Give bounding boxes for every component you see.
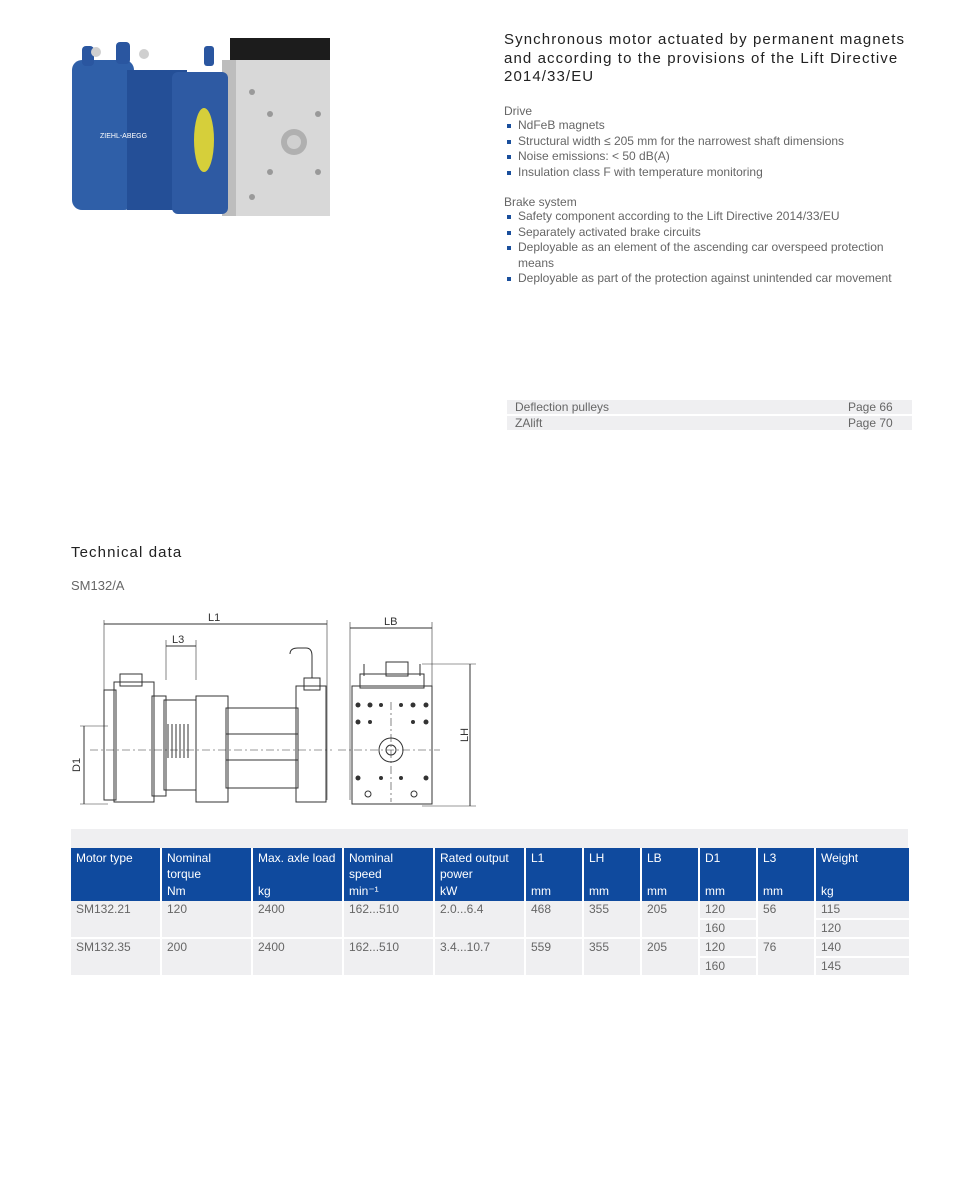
unit-cell: Nm	[162, 882, 253, 901]
unit-cell: kW	[435, 882, 526, 901]
cell-d1: 120	[700, 939, 758, 958]
dimension-drawing	[68, 610, 480, 810]
reference-page: Page 66	[848, 400, 893, 414]
cell-d1: 160	[700, 920, 758, 939]
reference-label: Deflection pulleys	[515, 400, 610, 414]
table-header-band	[71, 829, 908, 848]
table-row	[71, 901, 909, 920]
column-header: Motor type	[71, 848, 162, 882]
technical-data-table	[71, 848, 909, 977]
cell-d1: 120	[700, 901, 758, 920]
label-lb: LB	[384, 616, 398, 628]
cell-weight: 115	[816, 901, 909, 920]
cell-torque: 200	[162, 939, 253, 977]
cell-lh: 355	[584, 939, 642, 977]
label-l3: L3	[172, 634, 185, 646]
unit-cell: min⁻¹	[344, 882, 435, 901]
brake-item: Separately activated brake circuits	[504, 225, 904, 241]
column-header: Max. axle load	[253, 848, 344, 882]
unit-cell: kg	[816, 882, 909, 901]
brake-item: Safety component according to the Lift Directive 2014/33/EU	[504, 209, 904, 225]
drive-item: NdFeB magnets	[504, 118, 904, 134]
unit-cell: kg	[253, 882, 344, 901]
cell-torque: 120	[162, 901, 253, 939]
unit-cell: mm	[584, 882, 642, 901]
cell-speed: 162...510	[344, 901, 435, 939]
drive-item: Noise emissions: < 50 dB(A)	[504, 149, 904, 165]
column-header: L1	[526, 848, 584, 882]
drive-list	[504, 118, 904, 180]
column-header: L3	[758, 848, 816, 882]
column-header: LB	[642, 848, 700, 882]
cell-l3: 76	[758, 939, 816, 977]
drive-title: Drive	[504, 104, 533, 118]
column-header: Nominal torque	[162, 848, 253, 882]
brake-item: Deployable as an element of the ascending car overspeed protection means	[504, 240, 904, 271]
label-l1: L1	[208, 612, 221, 624]
reference-row[interactable]	[507, 400, 912, 414]
cell-weight: 140	[816, 939, 909, 958]
brake-section	[504, 195, 904, 287]
unit-cell: mm	[526, 882, 584, 901]
cell-motor-type: SM132.35	[71, 939, 162, 977]
column-header: Weight	[816, 848, 909, 882]
drive-section	[504, 104, 904, 180]
technical-data-title: Technical data	[71, 544, 183, 561]
label-d1: D1	[71, 757, 83, 772]
cell-lb: 205	[642, 901, 700, 939]
reference-row[interactable]	[507, 416, 912, 430]
cell-axle-load: 2400	[253, 901, 344, 939]
brake-title: Brake system	[504, 195, 577, 209]
unit-cell: mm	[758, 882, 816, 901]
technical-data-subtitle: SM132/A	[71, 578, 125, 593]
label-lh: LH	[459, 727, 471, 742]
reference-page: Page 70	[848, 416, 893, 430]
table-units-row	[71, 882, 909, 901]
cell-weight: 145	[816, 958, 909, 977]
column-header: LH	[584, 848, 642, 882]
cell-motor-type: SM132.21	[71, 901, 162, 939]
cell-speed: 162...510	[344, 939, 435, 977]
column-header: Rated output power	[435, 848, 526, 882]
cell-lb: 205	[642, 939, 700, 977]
photo-brand-label: ZIEHL-ABEGG	[100, 133, 148, 140]
cell-l1: 468	[526, 901, 584, 939]
table-row	[71, 939, 909, 958]
drive-item: Structural width ≤ 205 mm for the narrowest shaft dimensions	[504, 134, 904, 150]
product-photo	[72, 32, 334, 222]
unit-cell	[71, 882, 162, 901]
page-headline: Synchronous motor actuated by permanent magnets and according to the provisions of the Lift Directive 2014/33/EU	[504, 31, 906, 85]
cell-lh: 355	[584, 901, 642, 939]
cell-d1: 160	[700, 958, 758, 977]
cell-axle-load: 2400	[253, 939, 344, 977]
brake-item: Deployable as part of the protection against unintended car movement	[504, 271, 904, 287]
brake-list	[504, 209, 904, 287]
column-header: D1	[700, 848, 758, 882]
unit-cell: mm	[642, 882, 700, 901]
cell-power: 2.0...6.4	[435, 901, 526, 939]
table-header-row	[71, 848, 909, 882]
column-header: Nominal speed	[344, 848, 435, 882]
cell-l3: 56	[758, 901, 816, 939]
unit-cell: mm	[700, 882, 758, 901]
cell-l1: 559	[526, 939, 584, 977]
cell-weight: 120	[816, 920, 909, 939]
drive-item: Insulation class F with temperature monitoring	[504, 165, 904, 181]
cell-power: 3.4...10.7	[435, 939, 526, 977]
reference-label: ZAlift	[515, 416, 543, 430]
